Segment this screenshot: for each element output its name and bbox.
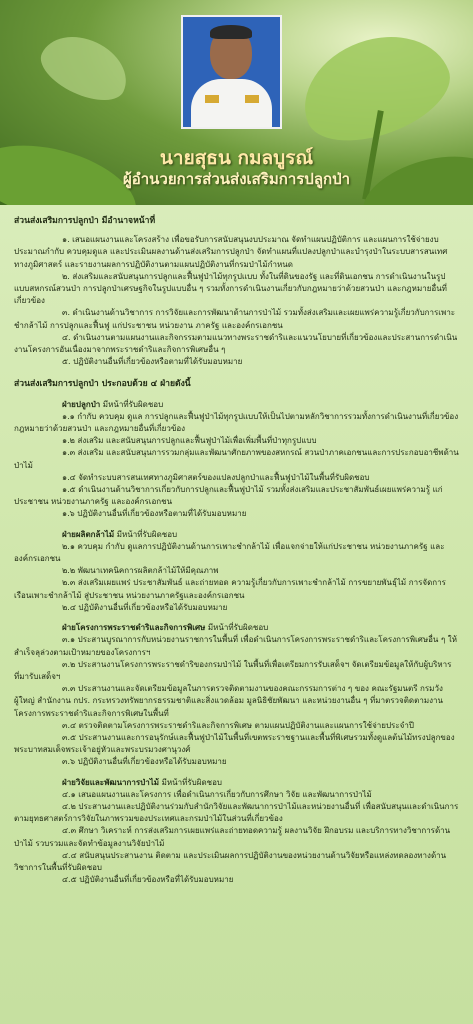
division-suffix: มีหน้าที่รับผิดชอบ — [100, 399, 164, 409]
division-duty-item: ๓.๑ ประสานบูรณาการกับหน่วยงานราชการในพื้นที่ เพื่อดำเนินการโครงการพระราชดำริและโครงการพิเศษอื่น ๆ ให้สำเร็จลุล่วงตามเป้าหมายของโครงการฯ — [14, 635, 457, 657]
duty-item: ๔. ดำเนินงานตามแผนงานและกิจกรรมตามแนวทางพระราชดำริและแนวนโยบายที่เกี่ยวข้องและประสานการดำเนินงานโครงการอันเนื่องมาจากพระราชดำริและกิจการพิเศษอื่น ๆ — [14, 332, 458, 355]
duty-item: ๑. เสนอแผนงานและโครงสร้าง เพื่อขอรับการสนับสนุนงบประมาณ จัดทำแผนปฏิบัติการ และแผนการใช้จ่ายงบประมาณกำกับ ควบคุมดูแล และประเมินผลงานด้านส่งเสริมการปลูกป่า จัดทำแผนที่แปลงปลูกป่าและบำรุงป่าในระบบสารสนเทศทางภูมิศาสตร์ และรายงานผลการปฏิบัติงานตามแผนปฏิบัติงานที่กรมป่าไม้กำหนด — [14, 235, 448, 269]
division-duty-item: ๓.๒ ประสานงานโครงการพระราชดำริของกรมป่าไม้ ในพื้นที่เพื่อเตรียมการรับเสด็จฯ จัดเตรียมข้อมูลให้กับผู้บริหารที่มารับเสด็จฯ — [14, 659, 452, 681]
division-name: ฝ่ายปลูกป่า — [62, 399, 101, 409]
division-duty-item: ๑.๒ ส่งเสริม และสนับสนุนการปลูกและฟื้นฟูป่าไม้เพื่อเพิ่มพื้นที่ป่าทุกรูปแบบ — [62, 436, 317, 446]
division-name: ฝ่ายผลิตกล้าไม้ — [62, 529, 115, 539]
division-duty-item: ๓.๔ ตรวจติดตามโครงการพระราชดำริและกิจการพิเศษ ตามแผนปฏิบัติงานและแผนการใช้จ่ายประจำปี — [62, 720, 414, 730]
content-panel — [0, 205, 473, 1024]
division-duty-item: ๑.๑ กำกับ ควบคุม ดูแล การปลูกและฟื้นฟูป่าไม้ทุกรูปแบบให้เป็นไปตามหลักวิชาการรวมทั้งการดำเนินงานที่เกี่ยวข้อง กฎหมายว่าด้วยสวนป่า และกฎหมายอื่นที่เกี่ยวข้อง — [14, 411, 459, 434]
division-title — [62, 622, 459, 634]
division-duty-item: ๒.๔ ปฏิบัติงานอื่นที่เกี่ยวข้องหรือได้รับมอบหมาย — [62, 602, 228, 612]
division-duty-item: ๓.๖ ปฏิบัติงานอื่นที่เกี่ยวข้องหรือได้รับมอบหมาย — [62, 757, 227, 767]
division-duty-item: ๒.๒ พัฒนาเทคนิคการผลิตกล้าไม้ให้มีคุณภาพ — [62, 566, 219, 576]
division-title — [62, 529, 459, 541]
division-suffix: มีหน้าที่รับผิดชอบ — [114, 529, 178, 539]
division-duty-item: ๑.๕ ดำเนินงานด้านวิชาการเกี่ยวกับการปลูกและฟื้นฟูป่าไม้ รวมทั้งส่งเสริมและประชาสัมพันธ์เผยแพร่ความรู้ แก่ประชาชน หน่วยงานภาครัฐ และองค์กรเอกชน — [14, 485, 443, 507]
duty-item: ๕. ปฏิบัติงานอื่นที่เกี่ยวข้องหรือตามที่ได้รับมอบหมาย — [62, 357, 243, 367]
division-duty-item: ๔.๒ ประสานงานและปฏิบัติงานร่วมกับสำนักวิจัยและพัฒนาการป่าไม้และหน่วยงานอื่นที่ เพื่อสนับสนุนและดำเนินการตามยุทธศาสตร์การวิจัยในภาพรวมของประเทศและกรมป่าไม้ในส่วนที่เกี่ยวข้อง — [14, 801, 459, 824]
director-portrait — [181, 15, 282, 129]
division-duty-item: ๑.๓ ส่งเสริม และสนับสนุนการรวมกลุ่มและพัฒนาศักยภาพของสหกรณ์ สวนป่าภาคเอกชนและการประกอบอาชีพด้านป่าไม้ — [14, 448, 459, 470]
division-name: ฝ่ายโครงการพระราชดำริและกิจการพิเศษ — [62, 623, 206, 633]
duties-list — [14, 234, 459, 368]
director-position: ผู้อำนวยการส่วนส่งเสริมการปลูกป่า — [122, 170, 351, 188]
division-duty-item: ๑.๔ จัดทำระบบสารสนเทศทางภูมิศาสตร์ของแปลงปลูกป่าและฟื้นฟูป่าไม้ในพื้นที่รับผิดชอบ — [62, 472, 370, 482]
division-duty-item: ๔.๓ ศึกษา วิเคราะห์ การส่งเสริมการเผยแพร่และถ่ายทอดความรู้ ผลงานวิจัย ฝึกอบรม และบริการทางวิชาการด้านป่าไม้ รวบรวมและจัดทำข้อมูลงานวิจัยป่าไม้ — [14, 826, 451, 848]
duty-item: ๓. ดำเนินงานด้านวิชาการ การวิจัยและการพัฒนาด้านการป่าไม้ รวมทั้งส่งเสริมและเผยแพร่ความรู้เกี่ยวกับการเพาะชำกล้าไม้ การปลูกและฟื้นฟู แก่ประชาชน หน่วยงาน ภาครัฐ และองค์กรเอกชน — [14, 308, 456, 330]
division-duty-item: ๓.๓ ประสานงานและจัดเตรียมข้อมูลในการตรวจติดตามงานของคณะกรรมการต่าง ๆ ของ คณะรัฐมนตรี กรมวัง ผู้ใหญ่ สำนักงาน กปร. กระทรวงทรัพยากรธรรมชาติและสิ่งแวดล้อม มูลนิธิชัยพัฒนา และหน่วยงานอื่น ๆ ที่มาตรวจติดตามงานโครงการพระราชดำริและกิจการพิเศษในพื้นที่ — [14, 684, 443, 718]
duties-heading: ส่วนส่งเสริมการปลูกป่า มีอำนาจหน้าที่ — [14, 216, 156, 226]
division-title — [62, 399, 459, 411]
leaf-decoration — [33, 24, 138, 112]
division-duty-item: ๒.๑ ควบคุม กำกับ ดูแลการปฏิบัติงานด้านการเพาะชำกล้าไม้ เพื่อแจกจ่ายให้แก่ประชาชน หน่วยงานภาครัฐ และองค์กรเอกชน — [14, 541, 445, 564]
division-suffix: มีหน้าที่รับผิดชอบ — [159, 777, 222, 787]
division-suffix: มีหน้าที่รับผิดชอบ — [205, 623, 269, 633]
division-duty-item: ๔.๑ เสนอแผนงานและโครงการ เพื่อดำเนินการเกี่ยวกับการศึกษา วิจัย และพัฒนาการป่าไม้ — [62, 789, 372, 799]
division-duty-item: ๒.๓ ส่งเสริมเผยแพร่ ประชาสัมพันธ์ และถ่ายทอด ความรู้เกี่ยวกับการเพาะชำกล้าไม้ การขยายพันธุ์ไม้ การจัดการเรือนเพาะชำกล้าไม้ สู่ประชาชน หน่วยงานภาครัฐและองค์กรเอกชน — [14, 578, 446, 600]
division-title — [62, 777, 459, 789]
header-banner — [0, 0, 473, 205]
division-duty-item: ๔.๔ สนับสนุนประสานงาน ติดตาม และประเมินผลการปฏิบัติงานของหน่วยงานด้านวิจัยหรือแหล่งทดลองทางด้านวิชาการในพื้นที่รับผิดชอบ — [14, 850, 447, 872]
division-duty-item: ๑.๖ ปฏิบัติงานอื่นที่เกี่ยวข้องหรือตามที่ได้รับมอบหมาย — [62, 509, 247, 519]
division-duty-item: ๔.๕ ปฏิบัติงานอื่นที่เกี่ยวข้องหรือที่ได้รับมอบหมาย — [62, 875, 234, 885]
division-name: ฝ่ายวิจัยและพัฒนาการป่าไม้ — [62, 777, 160, 787]
director-name: นายสุธน กมลบูรณ์ — [159, 147, 314, 169]
duty-item: ๒. ส่งเสริมและสนับสนุนการปลูกและฟื้นฟูป่าไม้ทุกรูปแบบ ทั้งในที่ดินของรัฐ และที่ดินเอกชน การดำเนินงานในรูปแบบสหกรณ์สวนป่า การปลูกป่าเศรษฐกิจในรูปแบบอื่น ๆ รวมทั้งการดำเนินงานเกี่ยวกับกฎหมายว่าด้วยสวนป่า และกฎหมายอื่นที่เกี่ยวข้อง — [14, 271, 447, 306]
divisions-heading: ส่วนส่งเสริมการปลูกป่า ประกอบด้วย ๔ ฝ่ายดังนี้ — [14, 379, 191, 390]
divisions-list — [14, 399, 459, 887]
division-duty-item: ๓.๕ ประสานงานและการอนุรักษ์และฟื้นฟูป่าไม้ในพื้นที่เขตพระราชฐานและพื้นที่พิเศษรวมทั้งดูแลต้นไม้ทรงปลูกของพระบาทสมเด็จพระเจ้าอยู่หัวและพระบรมวงศานุวงศ์ — [14, 732, 455, 755]
